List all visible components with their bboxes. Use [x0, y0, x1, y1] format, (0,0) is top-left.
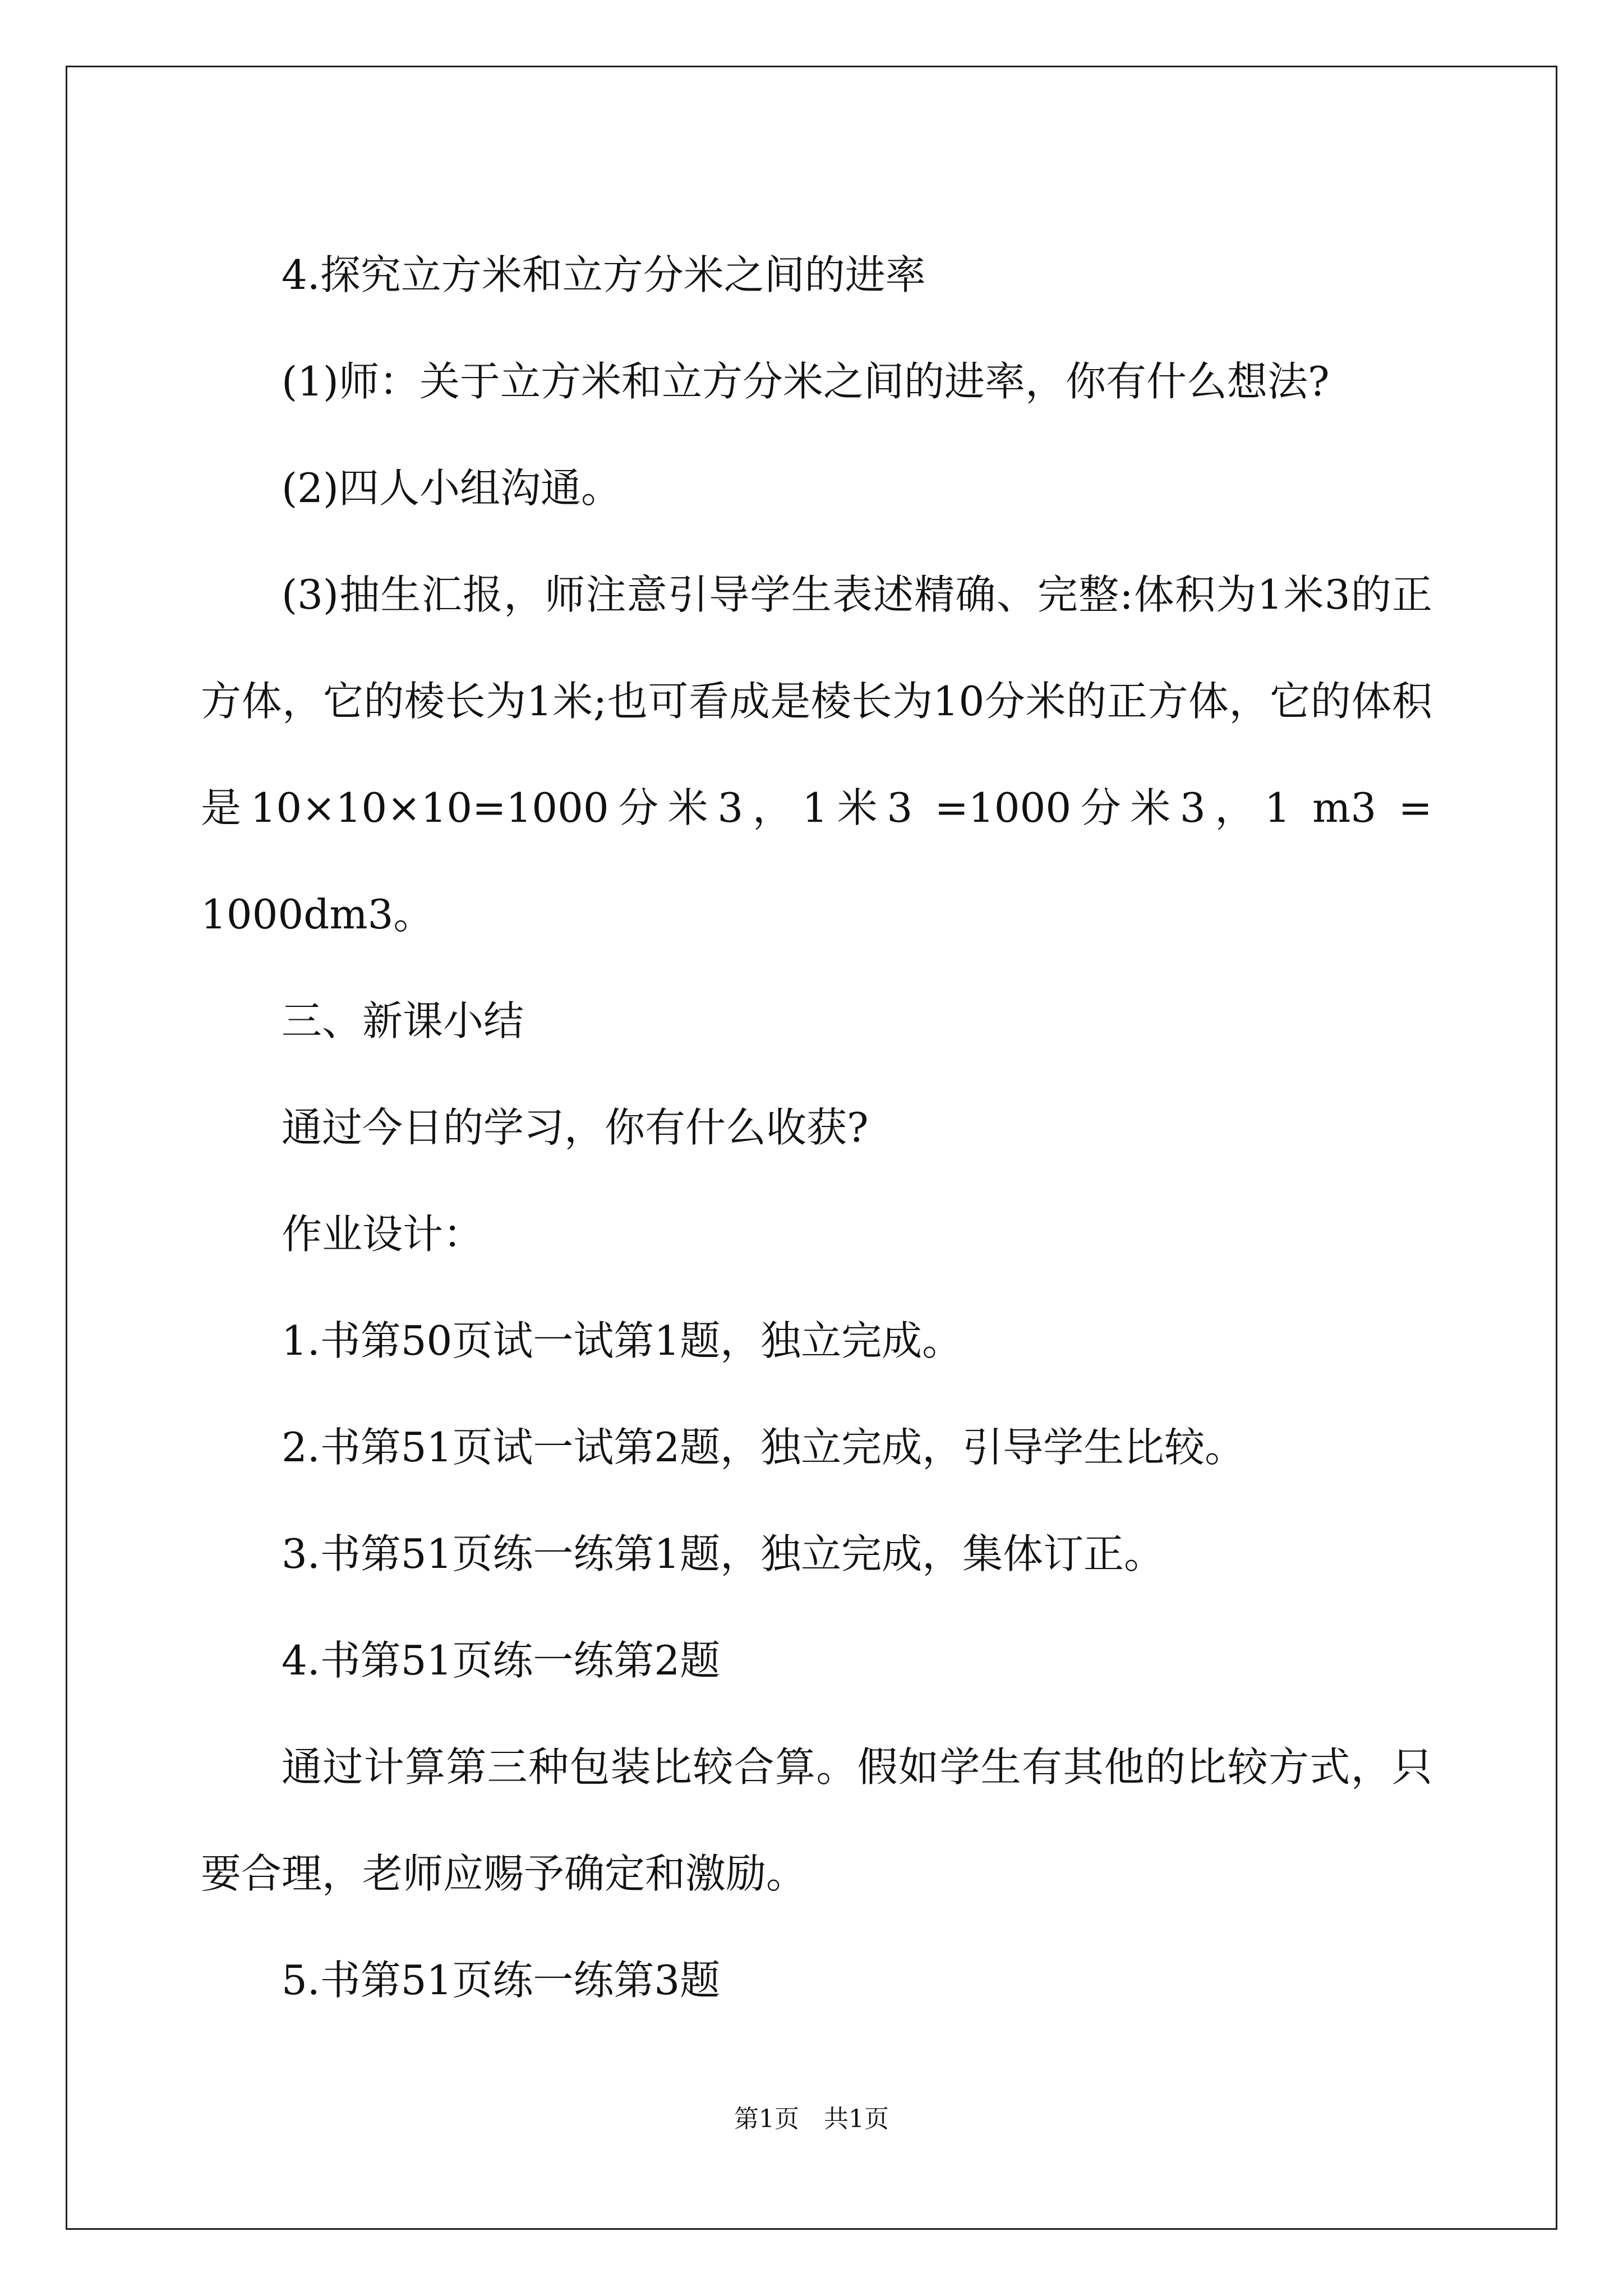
paragraph-homework-4: 4.书第51页练一练第2题: [282, 1637, 721, 1684]
paragraph-homework-4-note: 通过计算第三种包装比较合算。假如学生有其他的比较方式，只要合理，老师应赐予确定和激励。: [201, 1743, 1432, 1897]
paragraph-section-summary-heading: 三、新课小结: [282, 997, 524, 1045]
paragraph-homework-5: 5.书第51页练一练第3题: [282, 1957, 721, 2004]
document-body: [201, 222, 1432, 2033]
paragraph-homework-2: 2.书第51页试一试第2题，独立完成，引导学生比较。: [282, 1424, 1246, 1471]
page-footer: [0, 2102, 1623, 2136]
paragraph-step-1: (1)师：关于立方米和立方分米之间的进率，你有什么想法?: [282, 358, 1330, 405]
total-pages-label: 共1页: [824, 2105, 889, 2133]
paragraph-step-2: (2)四人小组沟通。: [282, 464, 621, 512]
paragraph-section-4-heading: 4.探究立方米和立方分米之间的进率: [282, 251, 926, 298]
current-page-label: 第1页: [734, 2105, 799, 2133]
paragraph-step-3: (3)抽生汇报，师注意引导学生表述精确、完整:体积为1米3的正方体，它的棱长为1米;也可看成是棱长为10分米的正方体，它的体积是10×10×10=1000分米3，1米3 =1000分米3，1 m3 = 1000dm3。: [201, 571, 1432, 938]
paragraph-summary-question: 通过今日的学习，你有什么收获?: [282, 1104, 869, 1151]
paragraph-homework-1: 1.书第50页试一试第1题，独立完成。: [282, 1317, 963, 1364]
paragraph-homework-heading: 作业设计：: [282, 1211, 484, 1258]
paragraph-homework-3: 3.书第51页练一练第1题，独立完成，集体订正。: [282, 1530, 1165, 1577]
